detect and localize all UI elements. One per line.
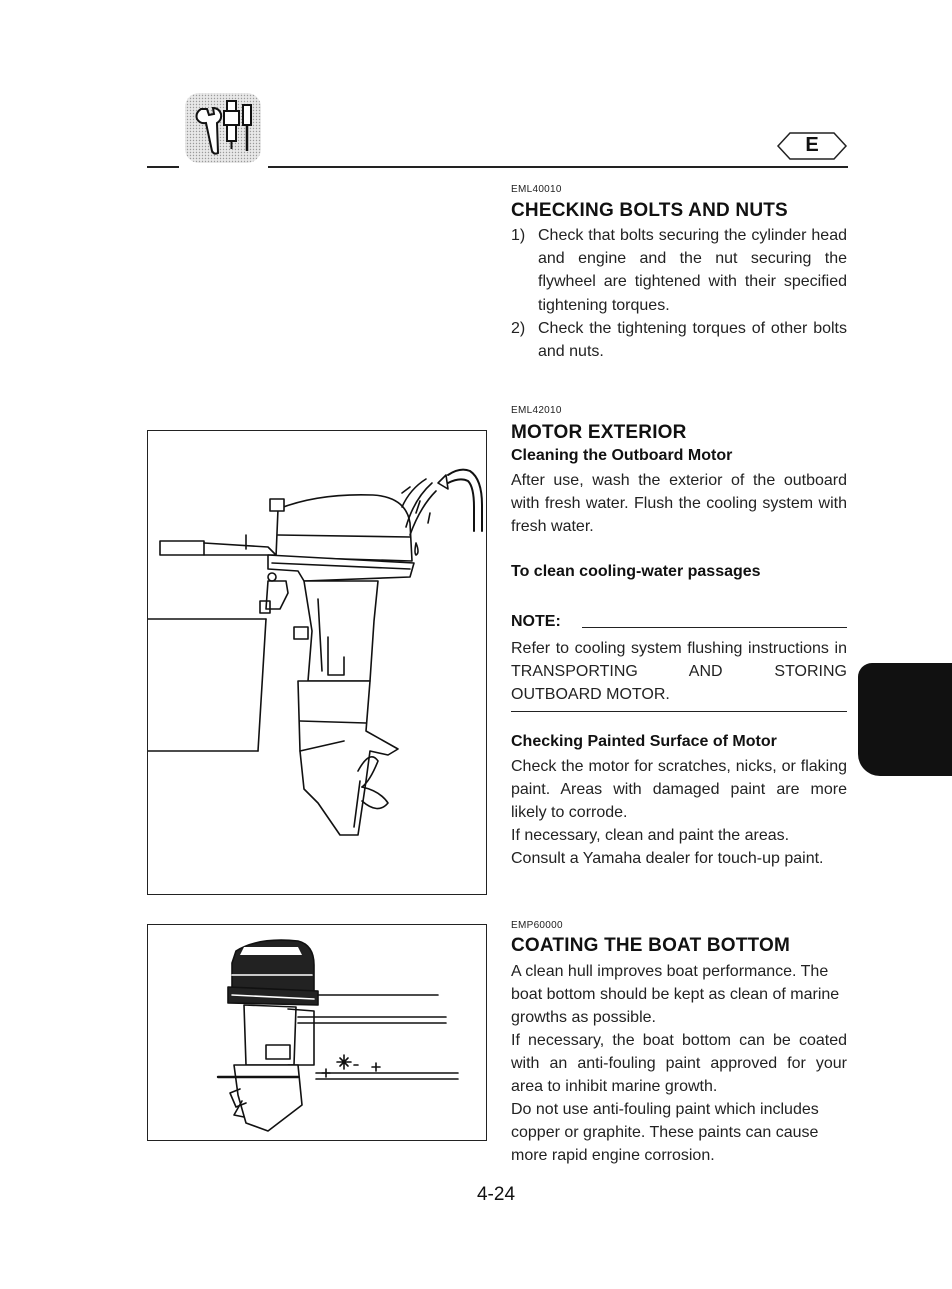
language-badge-label: E [805,134,819,156]
list-item [511,317,847,363]
section-title-exterior: MOTOR EXTERIOR [511,422,687,443]
subheading-passages: To clean cooling-water passages [511,563,761,580]
list-item [511,224,847,317]
paragraph-painted-1: Check the motor for scratches, nicks, or flaking paint. Areas with damaged paint are more likely to corrode. [511,758,847,822]
chapter-tools-icon [183,91,263,165]
bolts-list [511,224,847,363]
section-code-exterior: EML42010 [511,405,562,416]
figure-motor-washing [147,430,487,895]
note-rule-top [582,627,847,628]
subheading-cleaning: Cleaning the Outboard Motor [511,447,733,464]
chapter-thumb-tab [858,663,952,776]
paragraph-coating-1: A clean hull improves boat performance. The boat bottom should be kept as clean of marine growths as possible. [511,963,840,1027]
paragraph-cleaning: After use, wash the exterior of the outboard with fresh water. Flush the cooling system with fresh water. [511,472,847,536]
subheading-painted: Checking Painted Surface of Motor [511,733,777,750]
note-text: Refer to cooling system flushing instructions in TRANSPORTING AND STORING OUTBOARD MOTOR. [511,640,847,704]
header-rule-right [268,166,848,168]
section-code-coating: EMP60000 [511,920,563,931]
page-number: 4-24 [476,1184,516,1205]
list-item-number: 1) [511,227,526,244]
list-item-number: 2) [511,319,526,337]
header-rule-left [147,166,179,168]
note-label: NOTE: [511,613,561,630]
note-rule-bottom [511,711,847,712]
language-badge [776,131,848,161]
paragraph-coating-2: If necessary, the boat bottom can be coated with an anti-fouling paint approved for your area to inhibit marine growth. [511,1032,847,1096]
section-code-bolts: EML40010 [511,184,562,195]
section-title-coating: COATING THE BOAT BOTTOM [511,935,791,956]
list-item-text: Check that bolts securing the cylinder head and engine and the nut securing the flywheel are tightened with their specified tightening torques. [538,227,847,314]
section-title-bolts: CHECKING BOLTS AND NUTS [511,200,788,221]
list-item-text: Check the tightening torques of other bolts and nuts. [538,319,847,361]
figure-boat-bottom [147,924,487,1141]
paragraph-coating-3: Do not use anti-fouling paint which includes copper or graphite. These paints can cause more rapid engine corrosion. [511,1101,819,1165]
paragraph-painted-2: If necessary, clean and paint the areas. Consult a Yamaha dealer for touch-up paint. [511,827,824,868]
